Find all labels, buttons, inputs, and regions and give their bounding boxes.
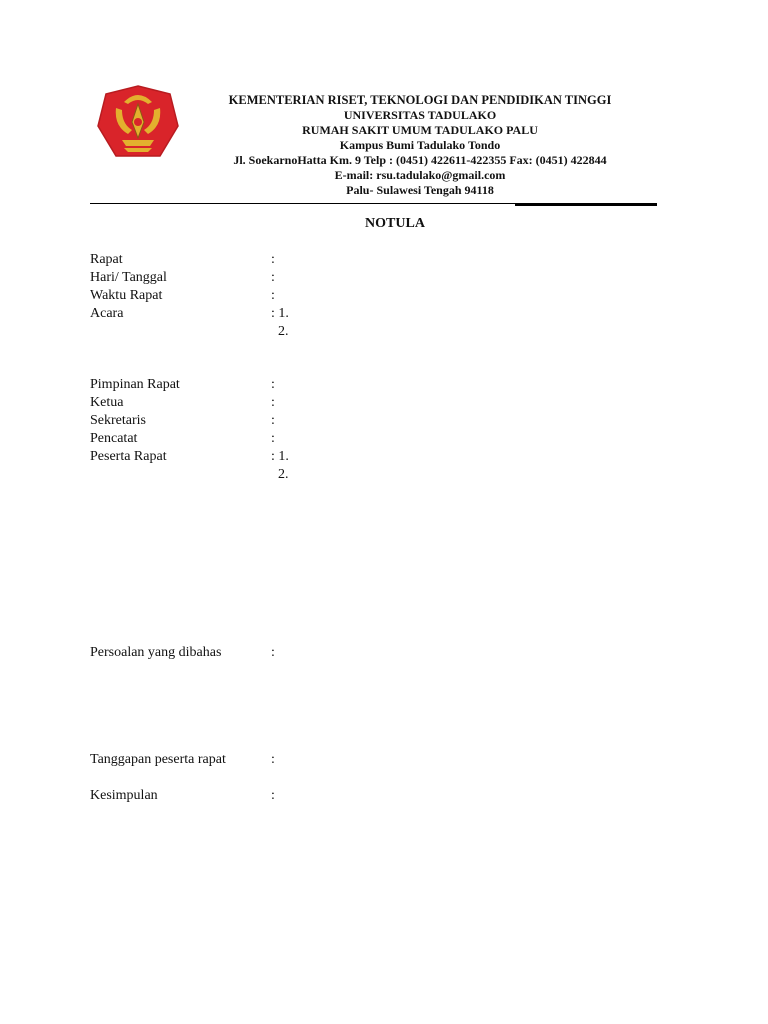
letterhead xyxy=(190,93,650,198)
university-logo xyxy=(94,82,182,162)
field-colon: : xyxy=(271,431,275,446)
field-label: Pimpinan Rapat xyxy=(90,377,180,392)
field-colon: : 1. xyxy=(271,306,289,321)
field-label: Kesimpulan xyxy=(90,788,158,803)
field-colon: : xyxy=(271,413,275,428)
field-colon: : 1. xyxy=(271,449,289,464)
field-colon: : xyxy=(271,270,275,285)
field-colon: : xyxy=(271,288,275,303)
field-label: Peserta Rapat xyxy=(90,449,167,464)
field-label: Tanggapan peserta rapat xyxy=(90,752,226,767)
hospital-name: RUMAH SAKIT UMUM TADULAKO PALU xyxy=(302,123,538,137)
field-colon: : xyxy=(271,752,275,767)
field-item-2: 2. xyxy=(278,324,289,339)
ministry-name: KEMENTERIAN RISET, TEKNOLOGI DAN PENDIDIKAN TINGGI xyxy=(228,93,612,107)
campus-name: Kampus Bumi Tadulako Tondo xyxy=(339,138,501,152)
field-colon: : xyxy=(271,252,275,267)
document-title: NOTULA xyxy=(365,216,425,231)
field-label: Persoalan yang dibahas xyxy=(90,645,222,660)
address-line: Jl. SoekarnoHatta Km. 9 Telp : (0451) 422611-422355 Fax: (0451) 422844 xyxy=(233,153,607,167)
field-label: Rapat xyxy=(90,252,123,267)
university-name: UNIVERSITAS TADULAKO xyxy=(343,108,497,122)
field-colon: : xyxy=(271,377,275,392)
field-label: Hari/ Tanggal xyxy=(90,270,167,285)
field-colon: : xyxy=(271,788,275,803)
field-label: Sekretaris xyxy=(90,413,146,428)
field-label: Pencatat xyxy=(90,431,138,446)
field-label: Ketua xyxy=(90,395,124,410)
field-label: Acara xyxy=(90,306,124,321)
header-divider-thick xyxy=(515,204,657,206)
city-line: Palu- Sulawesi Tengah 94118 xyxy=(346,183,494,197)
email-line: E-mail: rsu.tadulako@gmail.com xyxy=(334,168,506,182)
field-label: Waktu Rapat xyxy=(90,288,163,303)
field-colon: : xyxy=(271,395,275,410)
field-colon: : xyxy=(271,645,275,660)
field-item-2: 2. xyxy=(278,467,289,482)
